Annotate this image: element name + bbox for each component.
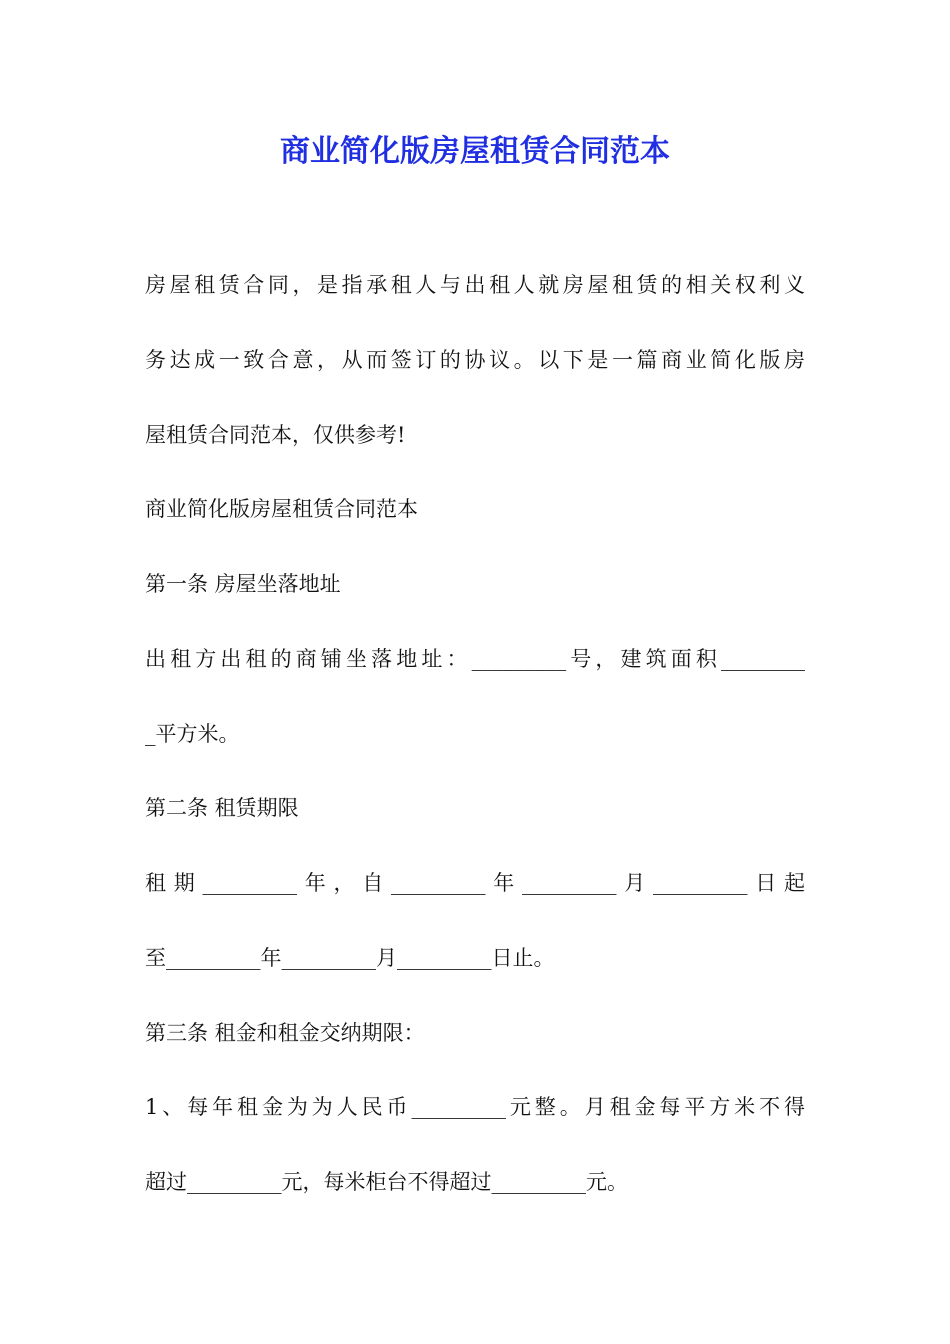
paragraph-line: 超过_________元，每米柜台不得超过_________元。 <box>145 1170 628 1194</box>
paragraph-line: 房屋租赁合同，是指承租人与出租人就房屋租赁的相关权利义 <box>145 273 805 297</box>
paragraph-line: 租期_________年，自_________年_________月_________日起 <box>145 871 805 895</box>
document-title: 商业简化版房屋租赁合同范本 <box>280 134 670 169</box>
article-heading: 第三条 租金和租金交纳期限： <box>145 1021 425 1045</box>
paragraph-line: 1、每年租金为为人民币_________元整。月租金每平方米不得 <box>145 1095 805 1119</box>
paragraph-line: 屋租赁合同范本，仅供参考! <box>145 423 406 447</box>
paragraph-line: 出租方出租的商铺坐落地址：_________号，建筑面积________ <box>145 647 805 671</box>
paragraph-line: 至_________年_________月_________日止。 <box>145 946 555 970</box>
article-heading: 第二条 租赁期限 <box>145 796 299 820</box>
article-heading: 第一条 房屋坐落地址 <box>145 572 341 596</box>
section-heading: 商业简化版房屋租赁合同范本 <box>145 497 418 521</box>
paragraph-line: 务达成一致合意，从而签订的协议。以下是一篇商业简化版房 <box>145 348 805 372</box>
paragraph-line: _平方米。 <box>145 722 240 746</box>
